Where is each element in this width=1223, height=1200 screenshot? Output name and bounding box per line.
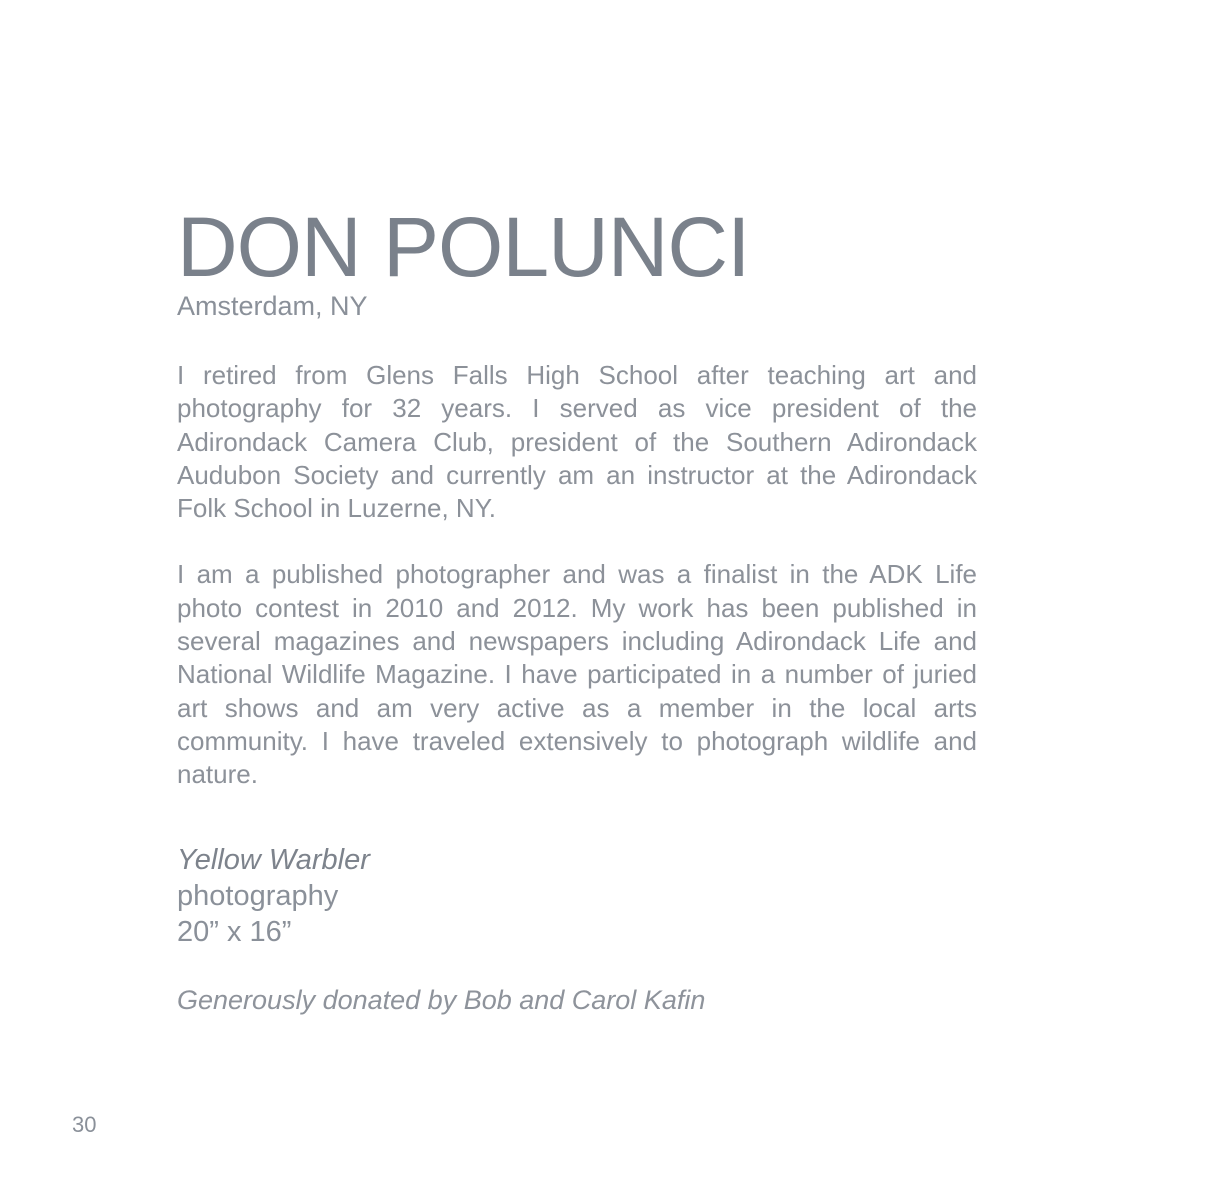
artist-entry bbox=[177, 200, 977, 1016]
artist-name: DON POLUNCI bbox=[177, 200, 750, 294]
artwork-dimensions: 20” x 16” bbox=[177, 915, 292, 948]
page-number: 30 bbox=[72, 1112, 97, 1137]
bio-paragraph: I retired from Glens Falls High School after teaching art and photography for 32 years. I served as vice president of the Adirondack Camera Club, president of the Southern Adirondack Audubon Society and currently am an instructor at the Adirondack Folk School in Luzerne, NY. bbox=[177, 360, 977, 524]
artwork-title: Yellow Warbler bbox=[177, 843, 370, 876]
artwork-medium: photography bbox=[177, 879, 339, 912]
artwork-details bbox=[177, 842, 977, 950]
artist-bio bbox=[177, 359, 977, 792]
bio-paragraph: I am a published photographer and was a finalist in the ADK Life photo contest in 2010 and 2012. My work has been published in several magazines and newspapers including Adirondack Life and National Wildlife Magazine. I have participated in a number of juried art shows and am very active as a member in the local arts community. I have traveled extensively to photograph wildlife and nature. bbox=[177, 559, 977, 790]
artist-location: Amsterdam, NY bbox=[177, 291, 368, 321]
donation-credit: Generously donated by Bob and Carol Kafin bbox=[177, 984, 706, 1015]
